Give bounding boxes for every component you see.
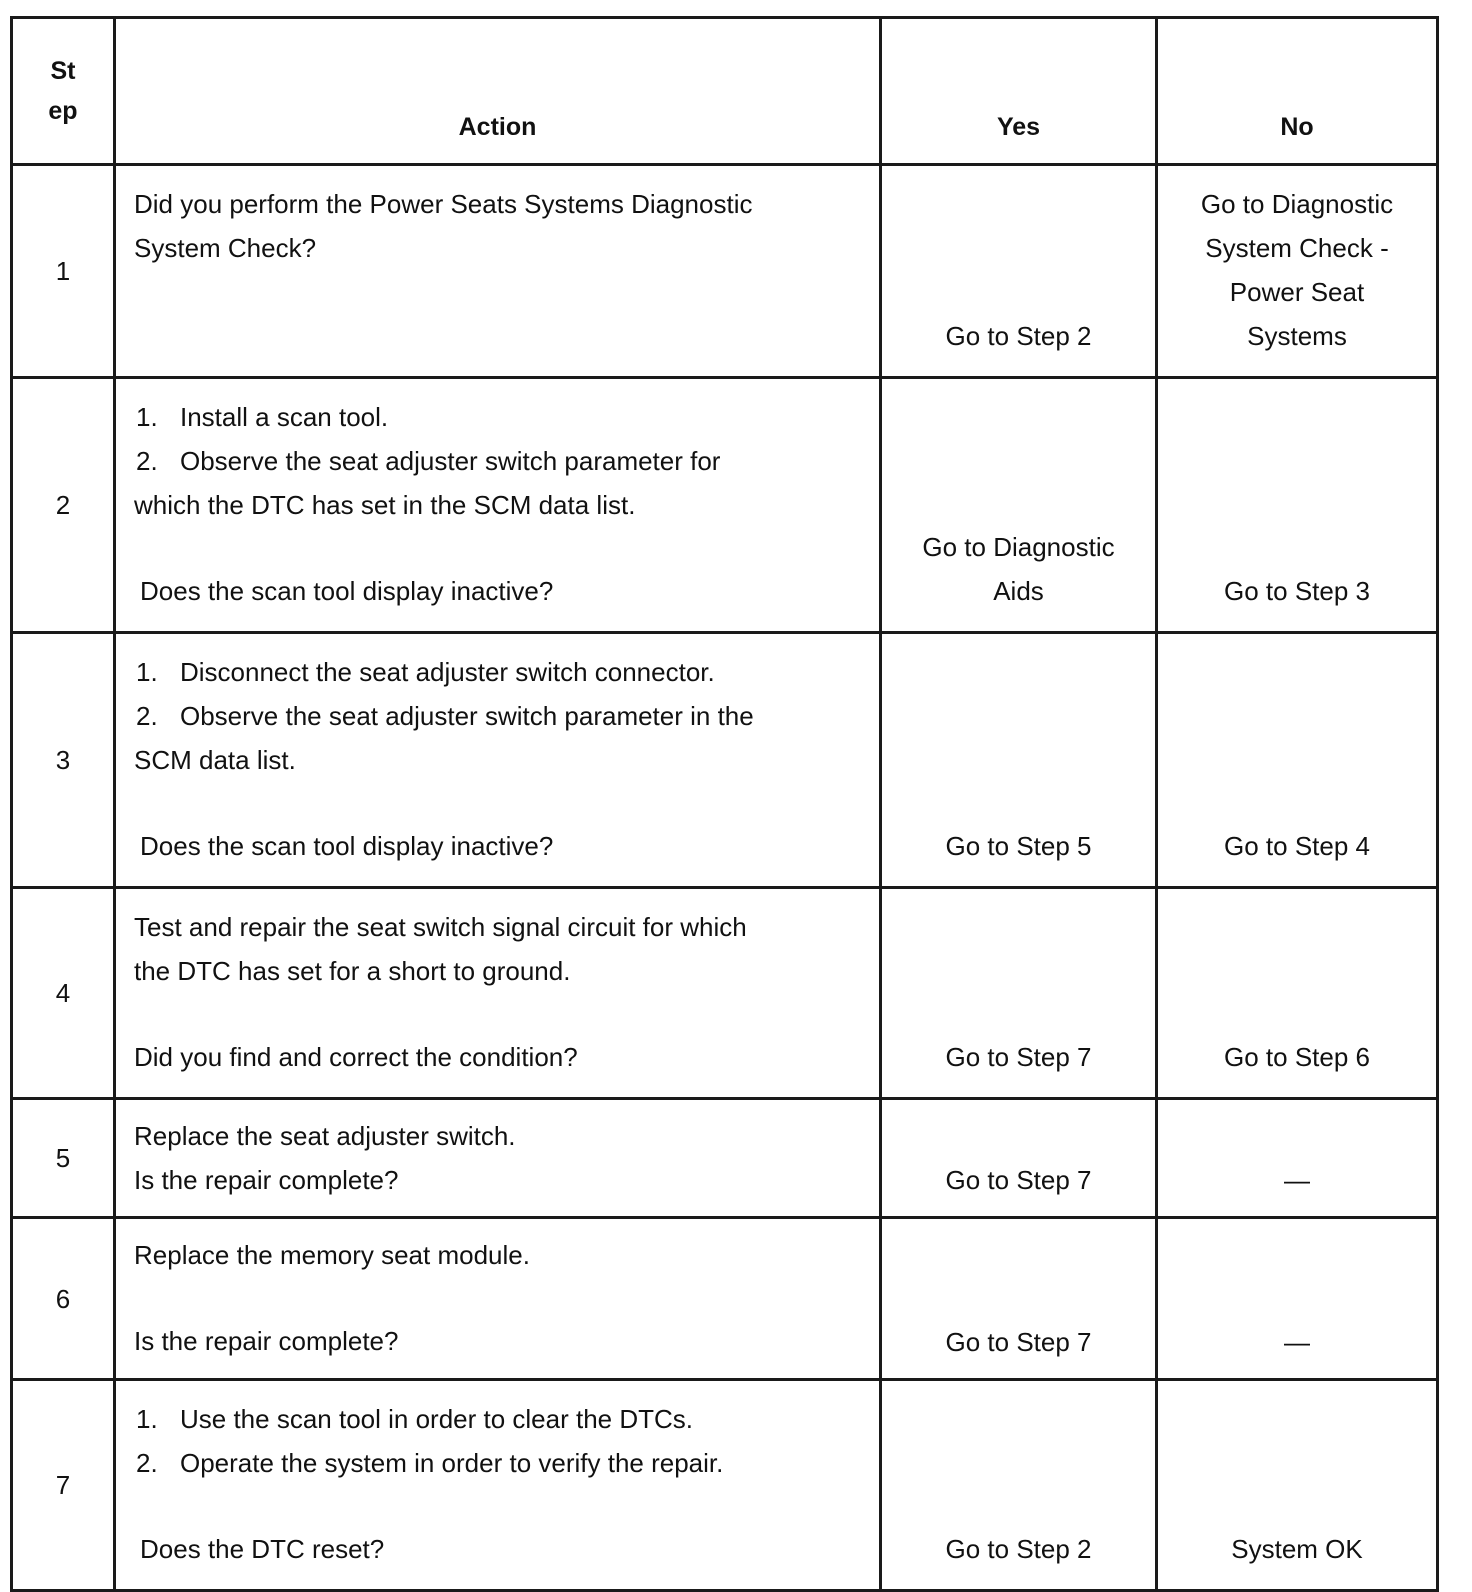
table-row [12,1380,1438,1591]
action-cell: 1. Install a scan tool. 2. Observe the seat adjuster switch parameter for which the DTC has set in the SCM data list. Does the scan tool display inactive? [115,378,881,633]
no-cell: — [1157,1218,1438,1380]
header-step: St ep [12,18,115,165]
step-number: 6 [12,1218,115,1380]
no-cell: System OK [1157,1380,1438,1591]
header-action: Action [115,18,881,165]
header-yes: Yes [881,18,1157,165]
table-row [12,378,1438,633]
action-cell: Replace the seat adjuster switch. Is the repair complete? [115,1099,881,1218]
action-cell: Test and repair the seat switch signal circuit for which the DTC has set for a short to ground. Did you find and correct the condition? [115,888,881,1099]
table-row [12,1099,1438,1218]
diagnostic-table [10,16,1439,1592]
no-cell: — [1157,1099,1438,1218]
no-cell: Go to Step 4 [1157,633,1438,888]
action-cell: 1. Use the scan tool in order to clear the DTCs. 2. Operate the system in order to verify the repair. Does the DTC reset? [115,1380,881,1591]
yes-cell: Go to Step 7 [881,1099,1157,1218]
no-cell: Go to Diagnostic System Check - Power Seat Systems [1157,165,1438,378]
no-cell: Go to Step 3 [1157,378,1438,633]
action-cell: Replace the memory seat module. Is the repair complete? [115,1218,881,1380]
header-row [12,18,1438,165]
yes-cell: Go to Step 7 [881,888,1157,1099]
table-row [12,165,1438,378]
step-number: 5 [12,1099,115,1218]
step-number: 1 [12,165,115,378]
step-number: 7 [12,1380,115,1591]
step-number: 3 [12,633,115,888]
action-cell: Did you perform the Power Seats Systems Diagnostic System Check? [115,165,881,378]
yes-cell: Go to Diagnostic Aids [881,378,1157,633]
yes-cell: Go to Step 7 [881,1218,1157,1380]
header-no: No [1157,18,1438,165]
no-cell: Go to Step 6 [1157,888,1438,1099]
step-number: 4 [12,888,115,1099]
yes-cell: Go to Step 5 [881,633,1157,888]
action-cell: 1. Disconnect the seat adjuster switch connector. 2. Observe the seat adjuster switch parameter in the SCM data list. Does the scan tool display inactive? [115,633,881,888]
yes-cell: Go to Step 2 [881,1380,1157,1591]
table-row [12,633,1438,888]
table-row [12,888,1438,1099]
table-row [12,1218,1438,1380]
yes-cell: Go to Step 2 [881,165,1157,378]
step-number: 2 [12,378,115,633]
